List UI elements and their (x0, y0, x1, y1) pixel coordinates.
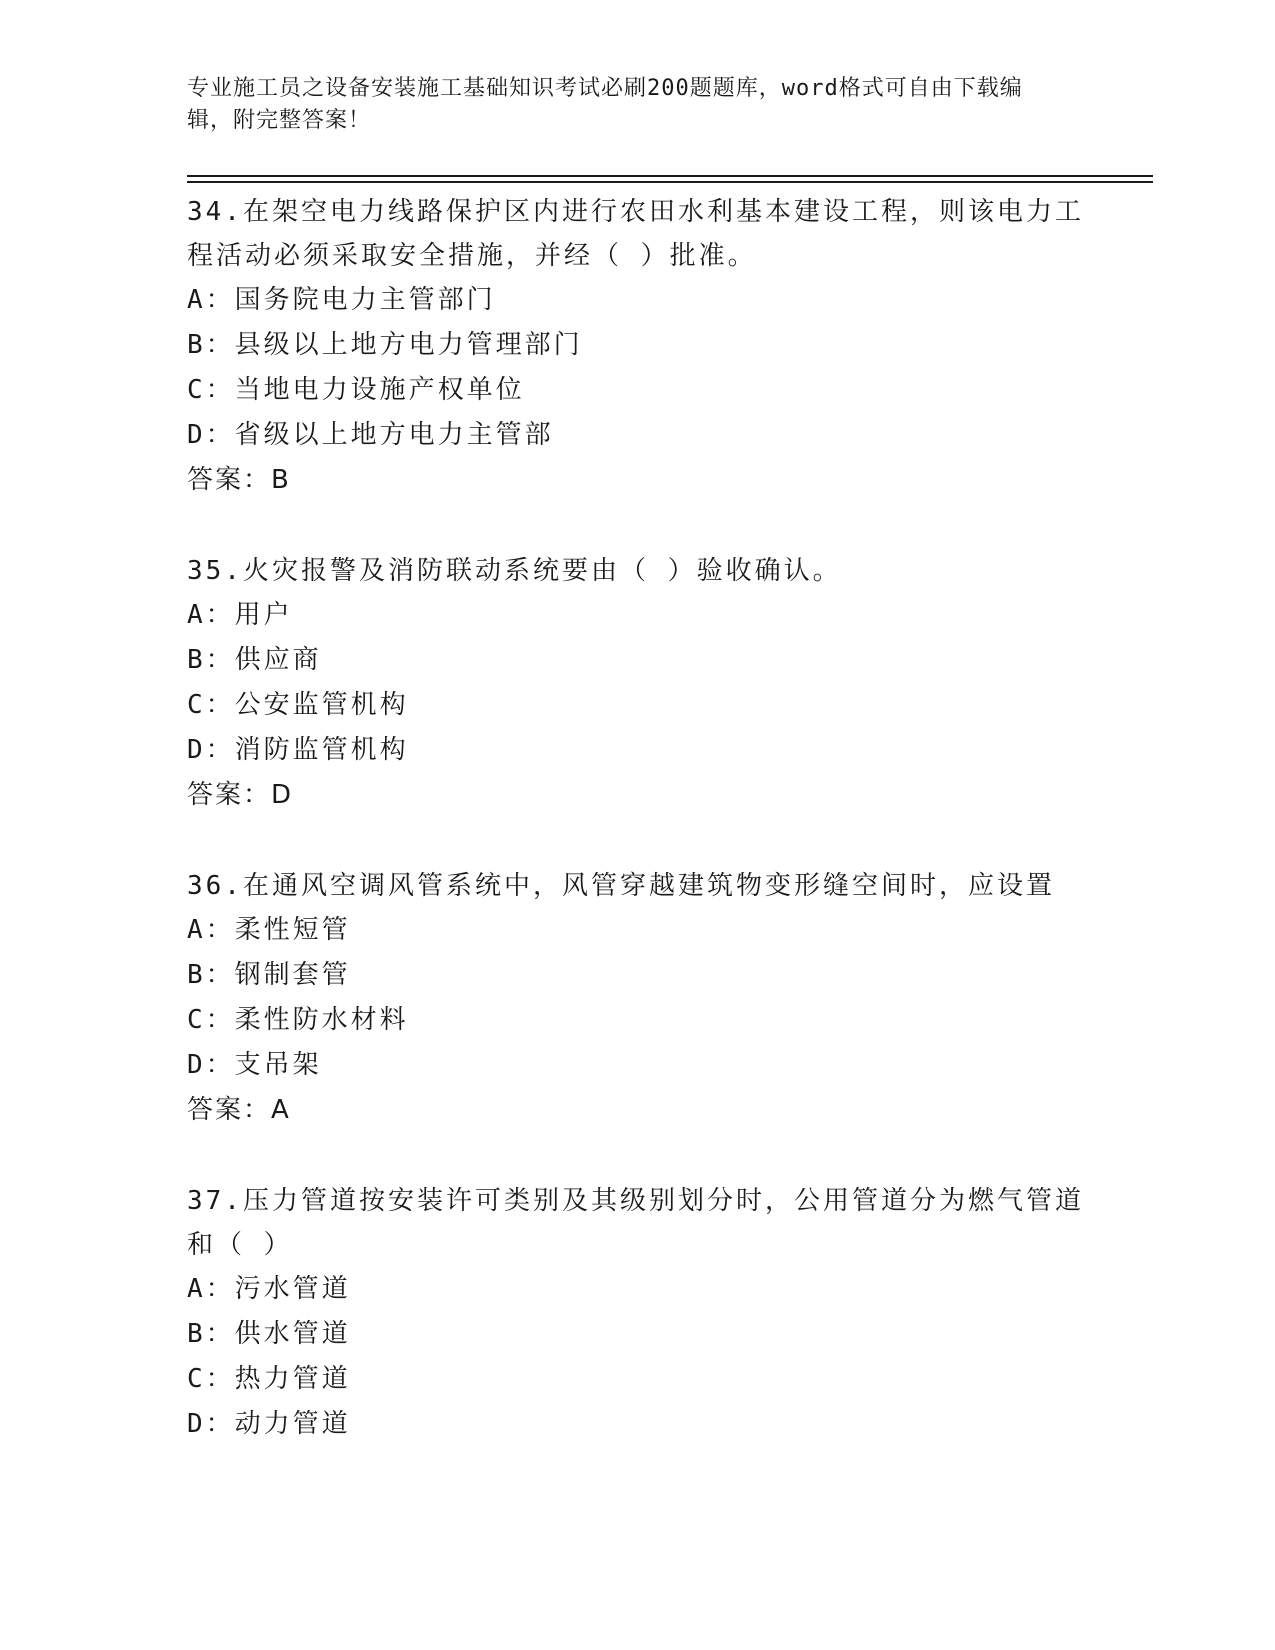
answer: 答案：A (187, 1095, 291, 1125)
option-d: D：动力管道 (187, 1409, 351, 1439)
option-a: A：柔性短管 (187, 915, 351, 945)
option-d: D：消防监管机构 (187, 735, 409, 765)
question-list (187, 190, 1087, 1447)
option-a: A：用户 (187, 600, 293, 630)
header-rule-bottom (187, 181, 1153, 183)
document-header: 专业施工员之设备安装施工基础知识考试必刷200题题库，word格式可自由下载编辑，附完整答案！ (187, 76, 1023, 133)
question-text: 34.在架空电力线路保护区内进行农田水利基本建设工程，则该电力工程活动必须采取安全措施，并经（ ）批准。 (187, 197, 1084, 271)
question-36 (187, 864, 1087, 1133)
option-b: B：供水管道 (187, 1319, 351, 1349)
option-c: C：热力管道 (187, 1364, 351, 1394)
option-b: B：供应商 (187, 645, 322, 675)
answer: 答案：B (187, 465, 291, 495)
header-rule-top (187, 175, 1153, 177)
question-text: 36.在通风空调风管系统中，风管穿越建筑物变形缝空间时，应设置 (187, 871, 1055, 901)
option-c: C：公安监管机构 (187, 690, 409, 720)
option-c: C：柔性防水材料 (187, 1005, 409, 1035)
answer: 答案：D (187, 780, 294, 810)
question-34 (187, 190, 1087, 503)
option-c: C：当地电力设施产权单位 (187, 375, 525, 405)
option-d: D：支吊架 (187, 1050, 322, 1080)
option-b: B：县级以上地方电力管理部门 (187, 330, 583, 360)
option-a: A：污水管道 (187, 1274, 351, 1304)
question-37 (187, 1179, 1087, 1447)
option-a: A：国务院电力主管部门 (187, 285, 496, 315)
question-35 (187, 549, 1087, 818)
option-d: D：省级以上地方电力主管部 (187, 420, 554, 450)
question-text: 35.火灾报警及消防联动系统要由（ ）验收确认。 (187, 556, 842, 586)
option-b: B：钢制套管 (187, 960, 351, 990)
question-text: 37.压力管道按安装许可类别及其级别划分时，公用管道分为燃气管道和（ ） (187, 1186, 1084, 1260)
